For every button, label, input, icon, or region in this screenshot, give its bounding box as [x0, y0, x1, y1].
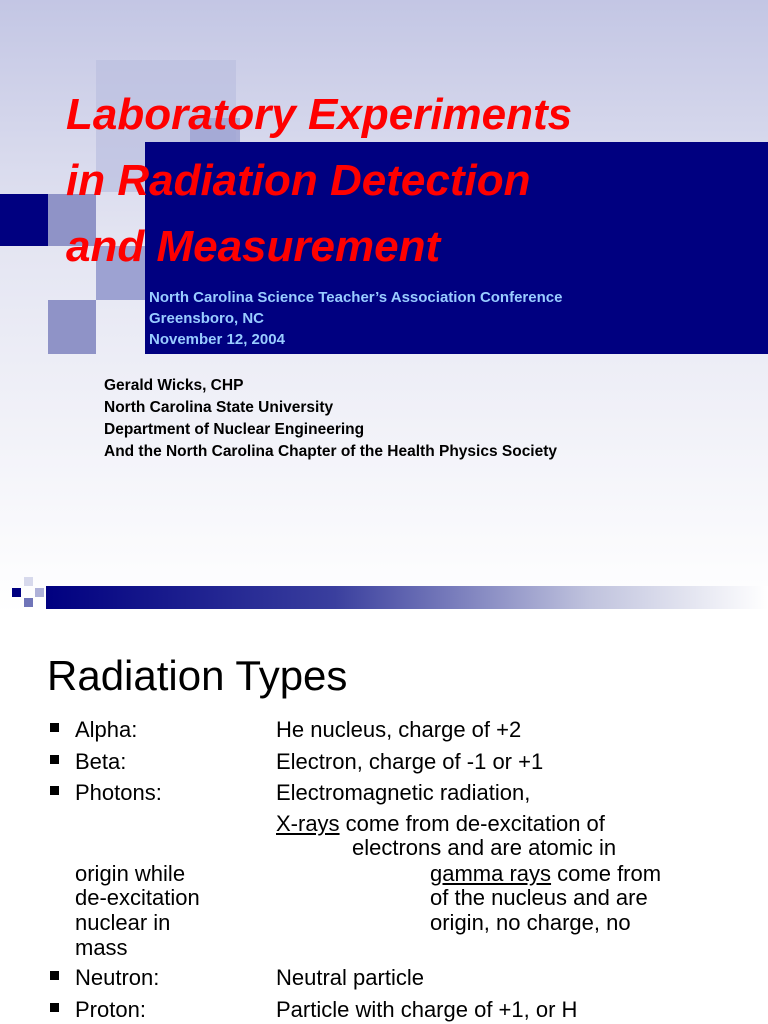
strip-square [12, 588, 21, 597]
strip-square [24, 598, 33, 607]
photon-note-right: origin, no charge, no [430, 910, 631, 935]
bullet-square [50, 1003, 59, 1012]
item-term: Proton: [75, 997, 146, 1022]
gamma-term: gamma rays [430, 861, 552, 886]
bullet-square [50, 755, 59, 764]
photon-note-left: origin while [75, 861, 186, 886]
title-line: and Measurement [66, 222, 441, 271]
item-term: Beta: [75, 749, 127, 774]
gamma-line [430, 861, 661, 886]
decorative-strip [0, 585, 768, 611]
author-name: Gerald Wicks, CHP [104, 377, 244, 394]
photon-note-left: nuclear in [75, 910, 171, 935]
deco-square [48, 300, 96, 354]
item-desc: Neutral particle [276, 965, 424, 990]
item-term: Neutron: [75, 965, 160, 990]
author-department: Department of Nuclear Engineering [104, 421, 365, 438]
xrays-line [276, 811, 605, 836]
title-line: Laboratory Experiments [66, 90, 573, 139]
author-block [104, 375, 557, 463]
conference-info [149, 287, 562, 350]
item-desc: Electron, charge of -1 or +1 [276, 749, 544, 774]
conference-date: November 12, 2004 [149, 331, 285, 348]
author-affiliation: North Carolina State University [104, 399, 334, 416]
item-term: Alpha: [75, 717, 138, 742]
xrays-term: X-rays [276, 811, 340, 836]
bullet-square [50, 786, 59, 795]
author-chapter: And the North Carolina Chapter of the Health Physics Society [104, 443, 558, 460]
slide-title [66, 82, 572, 280]
title-line: in Radiation Detection [66, 156, 531, 205]
photon-note-line: electrons and are atomic in [352, 835, 617, 860]
gamma-rest: come from [551, 861, 662, 886]
photon-note-right: of the nucleus and are [430, 885, 648, 910]
photon-note-left: de-excitation [75, 885, 200, 910]
conference-name: North Carolina Science Teacher’s Association Conference [149, 289, 563, 306]
slide-heading: Radiation Types [47, 652, 348, 699]
bullet-square [50, 971, 59, 980]
item-desc: He nucleus, charge of +2 [276, 717, 522, 742]
xrays-rest: come from de-excitation of [339, 811, 605, 836]
conference-location: Greensboro, NC [149, 310, 265, 327]
strip-square [24, 577, 33, 586]
radiation-types-slide [0, 614, 768, 1024]
item-term: Photons: [75, 780, 162, 805]
blue-band-square [0, 194, 48, 246]
photon-note-left: mass [75, 935, 128, 960]
strip-square [35, 588, 44, 597]
item-desc: Electromagnetic radiation, [276, 780, 531, 805]
bullet-square [50, 723, 59, 732]
item-desc: Particle with charge of +1, or H [276, 997, 578, 1022]
strip-gradient-bar [46, 586, 768, 609]
